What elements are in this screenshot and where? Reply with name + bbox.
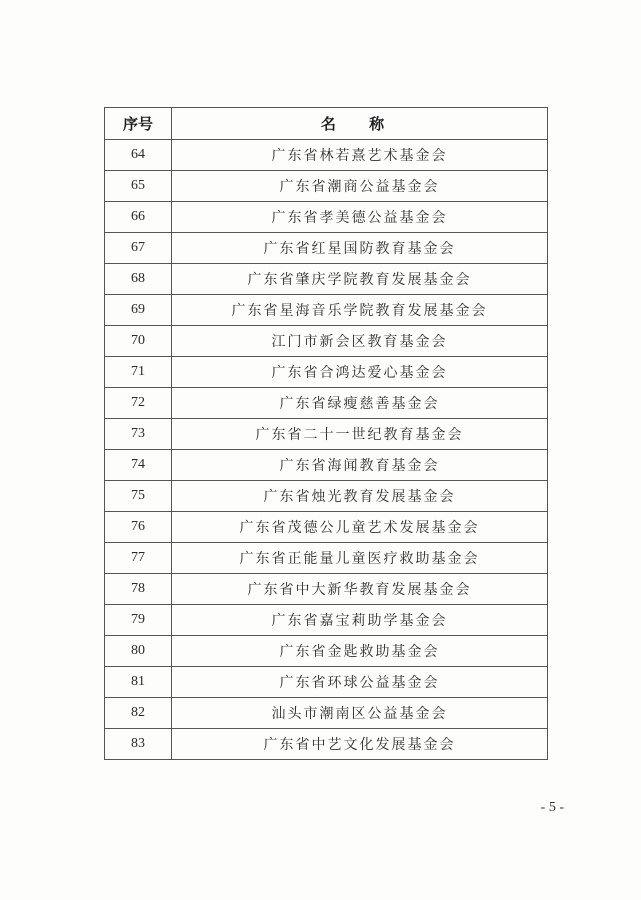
row-number-cell: 75 bbox=[105, 481, 172, 512]
foundation-list-table bbox=[104, 107, 548, 760]
table-row bbox=[105, 233, 548, 264]
table-row bbox=[105, 636, 548, 667]
row-number-cell: 83 bbox=[105, 729, 172, 760]
foundation-name-cell: 广东省金匙救助基金会 bbox=[172, 636, 548, 667]
foundation-name-cell: 广东省正能量儿童医疗救助基金会 bbox=[172, 543, 548, 574]
foundation-name-cell: 广东省环球公益基金会 bbox=[172, 667, 548, 698]
table-row bbox=[105, 543, 548, 574]
foundation-name-cell: 广东省茂德公儿童艺术发展基金会 bbox=[172, 512, 548, 543]
table-row bbox=[105, 450, 548, 481]
table-header bbox=[105, 108, 548, 140]
row-number-cell: 64 bbox=[105, 140, 172, 171]
foundation-name-cell: 广东省红星国防教育基金会 bbox=[172, 233, 548, 264]
table-row bbox=[105, 605, 548, 636]
foundation-name-cell: 广东省绿瘦慈善基金会 bbox=[172, 388, 548, 419]
table-row bbox=[105, 667, 548, 698]
header-row bbox=[105, 108, 548, 140]
row-number-cell: 72 bbox=[105, 388, 172, 419]
table-row bbox=[105, 729, 548, 760]
foundation-name-cell: 广东省嘉宝莉助学基金会 bbox=[172, 605, 548, 636]
row-number-cell: 65 bbox=[105, 171, 172, 202]
table-row bbox=[105, 326, 548, 357]
row-number-cell: 73 bbox=[105, 419, 172, 450]
foundation-name-cell: 广东省海闻教育基金会 bbox=[172, 450, 548, 481]
foundation-name-cell: 广东省潮商公益基金会 bbox=[172, 171, 548, 202]
row-number-cell: 67 bbox=[105, 233, 172, 264]
row-number-cell: 66 bbox=[105, 202, 172, 233]
row-number-cell: 82 bbox=[105, 698, 172, 729]
row-number-cell: 76 bbox=[105, 512, 172, 543]
table-row bbox=[105, 481, 548, 512]
row-number-cell: 70 bbox=[105, 326, 172, 357]
foundation-name-cell: 广东省林若熹艺术基金会 bbox=[172, 140, 548, 171]
table-row bbox=[105, 512, 548, 543]
table-row bbox=[105, 698, 548, 729]
row-number-cell: 81 bbox=[105, 667, 172, 698]
row-number-cell: 74 bbox=[105, 450, 172, 481]
row-number-cell: 71 bbox=[105, 357, 172, 388]
row-number-cell: 78 bbox=[105, 574, 172, 605]
row-number-cell: 79 bbox=[105, 605, 172, 636]
foundation-name-cell: 广东省中艺文化发展基金会 bbox=[172, 729, 548, 760]
table-row bbox=[105, 295, 548, 326]
foundation-name-cell: 广东省二十一世纪教育基金会 bbox=[172, 419, 548, 450]
table-row bbox=[105, 419, 548, 450]
foundation-name-cell: 广东省烛光教育发展基金会 bbox=[172, 481, 548, 512]
foundation-name-cell: 广东省中大新华教育发展基金会 bbox=[172, 574, 548, 605]
foundation-name-cell: 江门市新会区教育基金会 bbox=[172, 326, 548, 357]
row-number-cell: 77 bbox=[105, 543, 172, 574]
column-header-name: 名 称 bbox=[172, 108, 548, 140]
row-number-cell: 69 bbox=[105, 295, 172, 326]
row-number-cell: 68 bbox=[105, 264, 172, 295]
foundation-name-cell: 广东省星海音乐学院教育发展基金会 bbox=[172, 295, 548, 326]
table-row bbox=[105, 264, 548, 295]
foundation-name-cell: 广东省合鸿达爱心基金会 bbox=[172, 357, 548, 388]
foundation-name-cell: 广东省孝美德公益基金会 bbox=[172, 202, 548, 233]
table-row bbox=[105, 202, 548, 233]
foundation-name-cell: 广东省肇庆学院教育发展基金会 bbox=[172, 264, 548, 295]
page-number: - 5 - bbox=[540, 800, 564, 815]
foundation-name-cell: 汕头市潮南区公益基金会 bbox=[172, 698, 548, 729]
table-row bbox=[105, 357, 548, 388]
table-row bbox=[105, 388, 548, 419]
column-header-number: 序号 bbox=[105, 108, 172, 140]
table-row bbox=[105, 574, 548, 605]
row-number-cell: 80 bbox=[105, 636, 172, 667]
table-body bbox=[105, 140, 548, 760]
table-row bbox=[105, 171, 548, 202]
table-row bbox=[105, 140, 548, 171]
